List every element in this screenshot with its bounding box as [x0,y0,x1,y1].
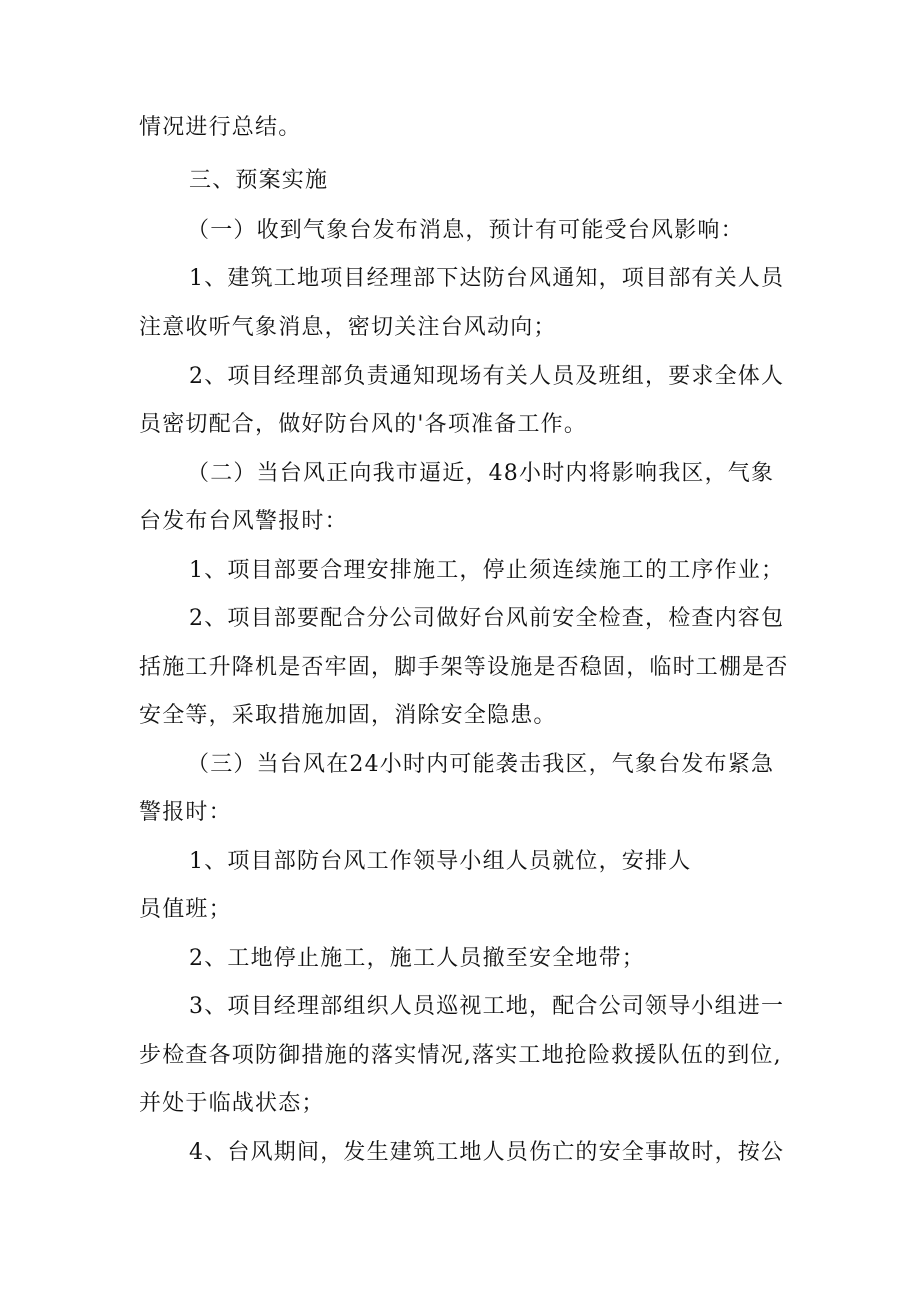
text-line-19: 3、项目经理部组织人员巡视工地，配合公司领导小组进一 [189,994,785,1019]
text-line-15: 警报时： [139,800,232,825]
text-line-5: 注意收听气象消息，密切关注台风动向； [139,315,557,340]
text-line-21: 并处于临战状态； [139,1091,325,1116]
section-heading: 三、预案实施 [189,168,329,193]
subsection-heading-3: （三）当台风在24小时内可能袭击我区，气象台发布紧急 [187,752,775,777]
text-line-17: 员值班； [139,897,232,922]
text-line-13: 安全等，采取措施加固，消除安全隐患。 [139,703,557,728]
text-line-20: 步检查各项防御措施的落实情况,落实工地抢险救援队伍的到位, [139,1043,782,1068]
subsection-heading-2: （二）当台风正向我市逼近，48小时内将影响我区，气象 [187,461,775,486]
text-line-10: 1、项目部要合理安排施工，停止须连续施工的工序作业； [189,558,785,583]
text-line-11: 2、项目部要配合分公司做好台风前安全检查，检查内容包 [189,606,785,631]
text-line-1: 情况进行总结。 [139,115,302,140]
subsection-heading-1: （一）收到气象台发布消息，预计有可能受台风影响： [187,218,744,243]
text-line-4: 1、建筑工地项目经理部下达防台风通知，项目部有关人员 [189,266,785,291]
text-line-22: 4、台风期间，发生建筑工地人员伤亡的安全事故时，按公 [189,1140,785,1165]
text-line-6: 2、项目经理部负责通知现场有关人员及班组，要求全体人 [189,364,785,389]
text-line-16: 1、项目部防台风工作领导小组人员就位，安排人 [189,849,692,874]
text-line-7: 员密切配合，做好防台风的'各项准备工作。 [139,412,588,437]
text-line-18: 2、工地停止施工，施工人员撤至安全地带； [189,946,645,971]
text-line-12: 括施工升降机是否牢固，脚手架等设施是否稳固，临时工棚是否 [139,655,789,680]
text-line-9: 台发布台风警报时： [139,509,348,534]
